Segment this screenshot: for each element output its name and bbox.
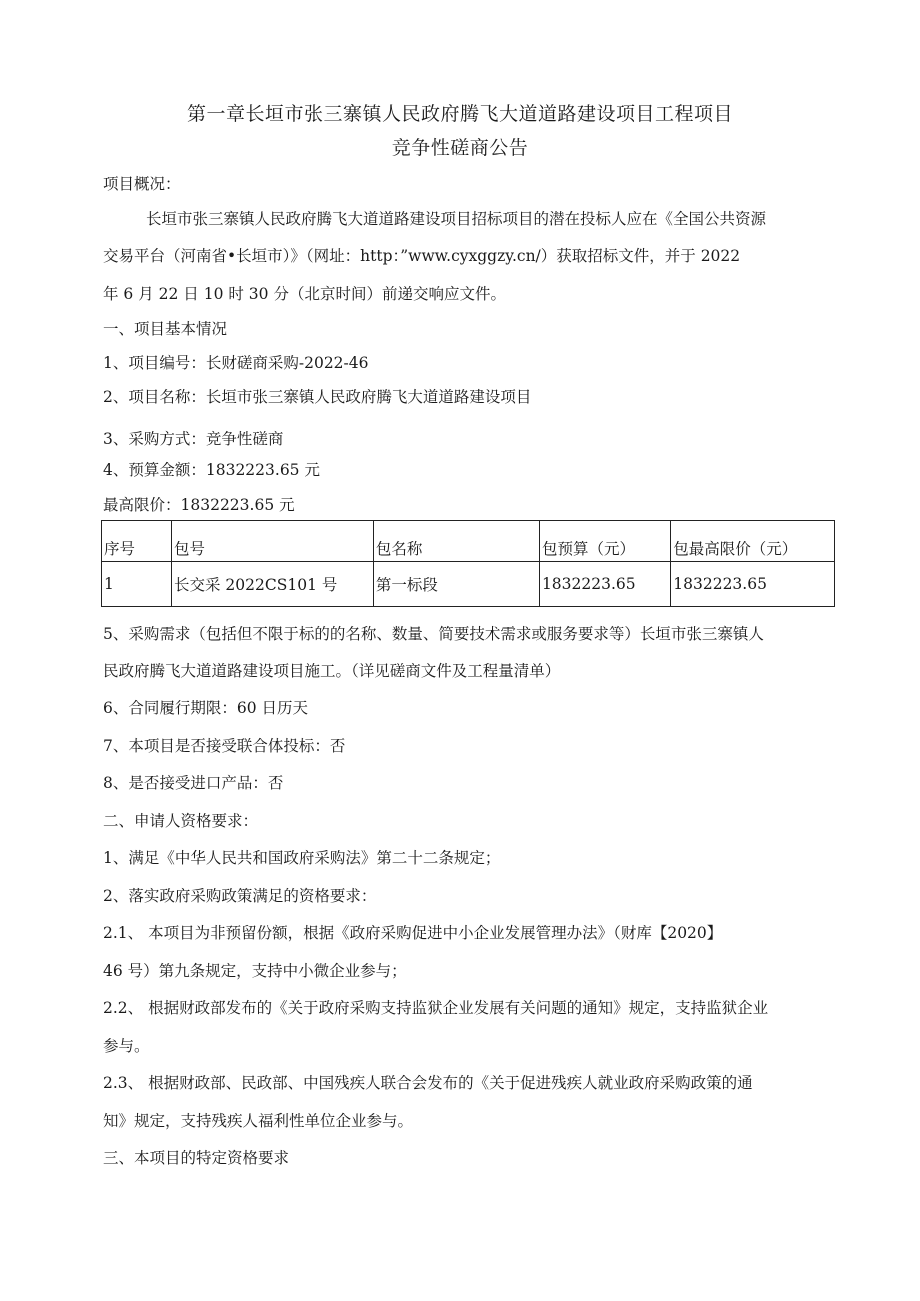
requirements-line1: 5、采购需求（包括但不限于标的的名称、数量、简要技术需求或服务要求等）长垣市张三寨镇人	[103, 625, 764, 643]
table-header-cell: 包最高限价（元）	[671, 521, 835, 562]
table-cell: 长交采 2022CS101 号	[172, 562, 374, 607]
document-title-line2: 竞争性磋商公告	[391, 137, 529, 159]
consortium-bid: 7、本项目是否接受联合体投标：否	[103, 737, 346, 755]
table-cell: 1832223.65	[539, 562, 670, 607]
imported-products: 8、是否接受进口产品：否	[103, 774, 284, 792]
qualification-item23-line2: 知》规定，支持残疾人福利性单位企业参与。	[103, 1112, 414, 1130]
overview-heading: 项目概况：	[103, 175, 181, 193]
package-table	[101, 520, 835, 607]
table-header-cell: 序号	[102, 521, 172, 562]
table-header-row	[102, 521, 835, 562]
section1-heading: 一、项目基本情况	[103, 320, 228, 338]
qualification-item22-line2: 参与。	[103, 1037, 150, 1055]
qualification-item21-line1: 2.1、 本项目为非预留份额，根据《政府采购促进中小企业发展管理办法》（财库【2020】	[103, 924, 723, 942]
table-header-cell: 包名称	[373, 521, 539, 562]
contract-period: 6、合同履行期限：60 日历天	[103, 699, 309, 717]
table-cell: 1832223.65	[671, 562, 835, 607]
section2-heading: 二、申请人资格要求：	[103, 812, 259, 830]
section3-heading: 三、本项目的特定资格要求	[103, 1149, 290, 1167]
table-header-cell: 包预算（元）	[539, 521, 670, 562]
qualification-item22-line1: 2.2、 根据财政部发布的《关于政府采购支持监狱企业发展有关问题的通知》规定，支持监狱企业	[103, 999, 769, 1017]
budget-amount: 4、预算金额：1832223.65 元	[103, 461, 320, 479]
overview-paragraph-line3: 年 6 月 22 日 10 时 30 分（北京时间）前递交响应文件。	[103, 285, 506, 303]
project-name: 2、项目名称：长垣市张三寨镇人民政府腾飞大道道路建设项目	[103, 388, 532, 406]
max-price: 最高限价：1832223.65 元	[103, 496, 295, 514]
requirements-line2: 民政府腾飞大道道路建设项目施工。（详见磋商文件及工程量清单）	[103, 662, 561, 680]
overview-paragraph-line1: 长垣市张三寨镇人民政府腾飞大道道路建设项目招标项目的潜在投标人应在《全国公共资源	[146, 210, 767, 228]
overview-paragraph-line2: 交易平台（河南省•长垣市）》（网址：http：”www.cyxggzy.cn/）获取招标文件，并于 2022	[103, 247, 741, 265]
project-number: 1、项目编号：长财磋商采购-2022-46	[103, 354, 369, 372]
procurement-method: 3、采购方式：竞争性磋商	[103, 430, 284, 448]
table-cell: 1	[102, 562, 172, 607]
qualification-item2: 2、落实政府采购政策满足的资格要求：	[103, 887, 377, 905]
table-row	[102, 562, 835, 607]
qualification-item1: 1、满足《中华人民共和国政府采购法》第二十二条规定；	[103, 849, 501, 867]
qualification-item21-line2: 46 号）第九条规定，支持中小微企业参与；	[103, 962, 407, 980]
table-header-cell: 包号	[172, 521, 374, 562]
table-cell: 第一标段	[373, 562, 539, 607]
document-title-line1: 第一章长垣市张三寨镇人民政府腾飞大道道路建设项目工程项目	[186, 103, 733, 125]
qualification-item23-line1: 2.3、 根据财政部、民政部、中国残疾人联合会发布的《关于促进残疾人就业政府采购政策的通	[103, 1074, 753, 1092]
